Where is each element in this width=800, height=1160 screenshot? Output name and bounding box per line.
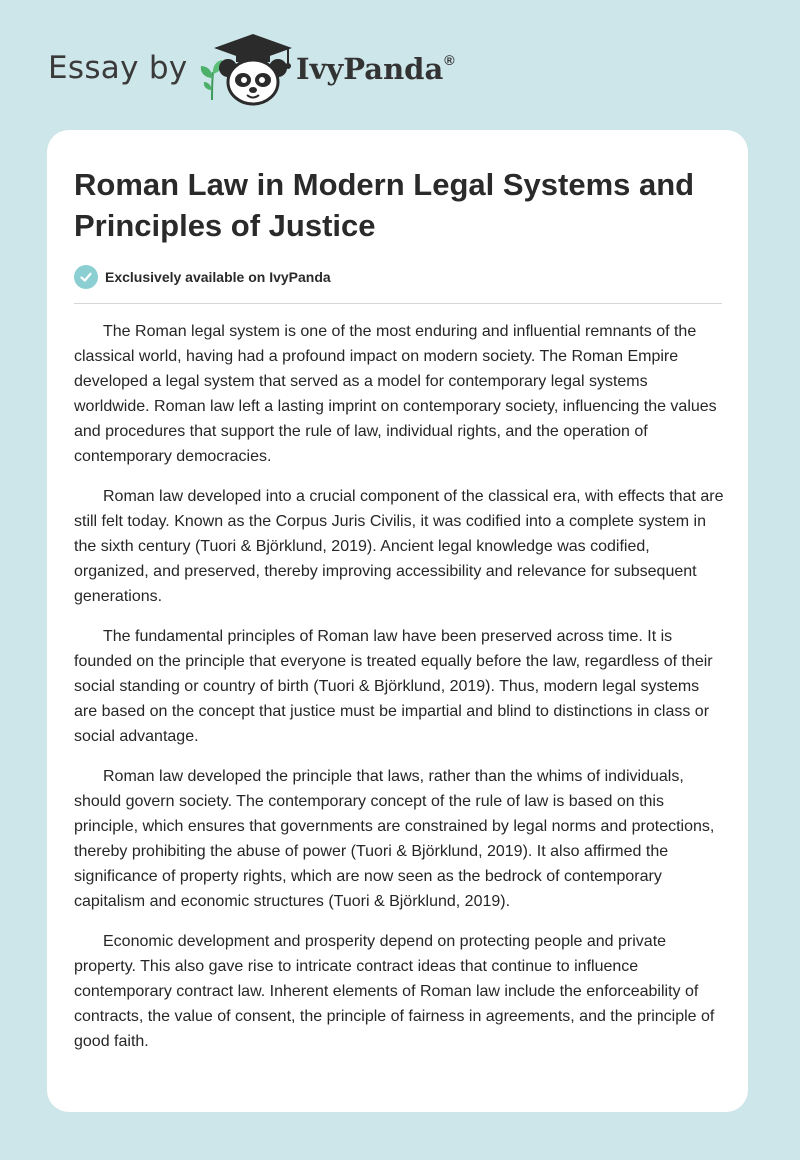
paragraph: Roman law developed into a crucial component of the classical era, with effects that are still felt today. Known as the Corpus Juris Civilis, it was codified into a complete system in the sixth century (Tuori & Björklund, 2019). Ancient legal knowledge was codified, organized, and preserved, thereby improving accessibility and relevance for subsequent generations. bbox=[74, 488, 724, 605]
paragraph: The Roman legal system is one of the most enduring and influential remnants of the classical world, having had a profound impact on modern society. The Roman Empire developed a legal system that served as a model for contemporary legal systems worldwide. Roman law left a lasting imprint on contemporary society, influencing the values and procedures that support the rule of law, individual rights, and the operation of contemporary democracies. bbox=[74, 323, 717, 465]
brand-text: IvyPanda bbox=[296, 52, 444, 86]
essay-body bbox=[74, 319, 724, 1069]
checkmark-icon bbox=[74, 265, 98, 289]
paragraph: The fundamental principles of Roman law have been preserved across time. It is founded on the principle that everyone is treated equally before the law, regardless of their social standing or country of birth (Tuori & Björklund, 2019). Thus, modern legal systems are based on the concept that justice must be impartial and blind to distinctions in class or social advantage. bbox=[74, 628, 713, 745]
site-header bbox=[48, 30, 768, 110]
page-title: Roman Law in Modern Legal Systems and Principles of Justice bbox=[74, 167, 695, 243]
registered-mark: ® bbox=[444, 52, 455, 68]
brand-name[interactable] bbox=[296, 52, 455, 86]
essay-by-label: Essay by bbox=[48, 50, 188, 86]
exclusive-badge bbox=[74, 264, 331, 290]
badge-label: Exclusively available on IvyPanda bbox=[105, 269, 331, 285]
paragraph: Roman law developed the principle that laws, rather than the whims of individuals, should govern society. The contemporary concept of the rule of law is based on this principle, which ensures that governments are constrained by legal norms and protections, thereby prohibiting the abuse of power (Tuori & Björklund, 2019). It also affirmed the significance of property rights, which are now seen as the bedrock of contemporary capitalism and economic structures (Tuori & Björklund, 2019). bbox=[74, 768, 715, 910]
divider bbox=[74, 303, 722, 304]
panda-graduate-icon[interactable] bbox=[210, 30, 296, 110]
paragraph: Economic development and prosperity depend on protecting people and private property. This also gave rise to intricate contract ideas that continue to influence contemporary contract law. Inherent elements of Roman law include the enforceability of contracts, the value of consent, the principle of fairness in agreements, and the principle of good faith. bbox=[74, 933, 715, 1050]
essay-card bbox=[47, 130, 748, 1112]
